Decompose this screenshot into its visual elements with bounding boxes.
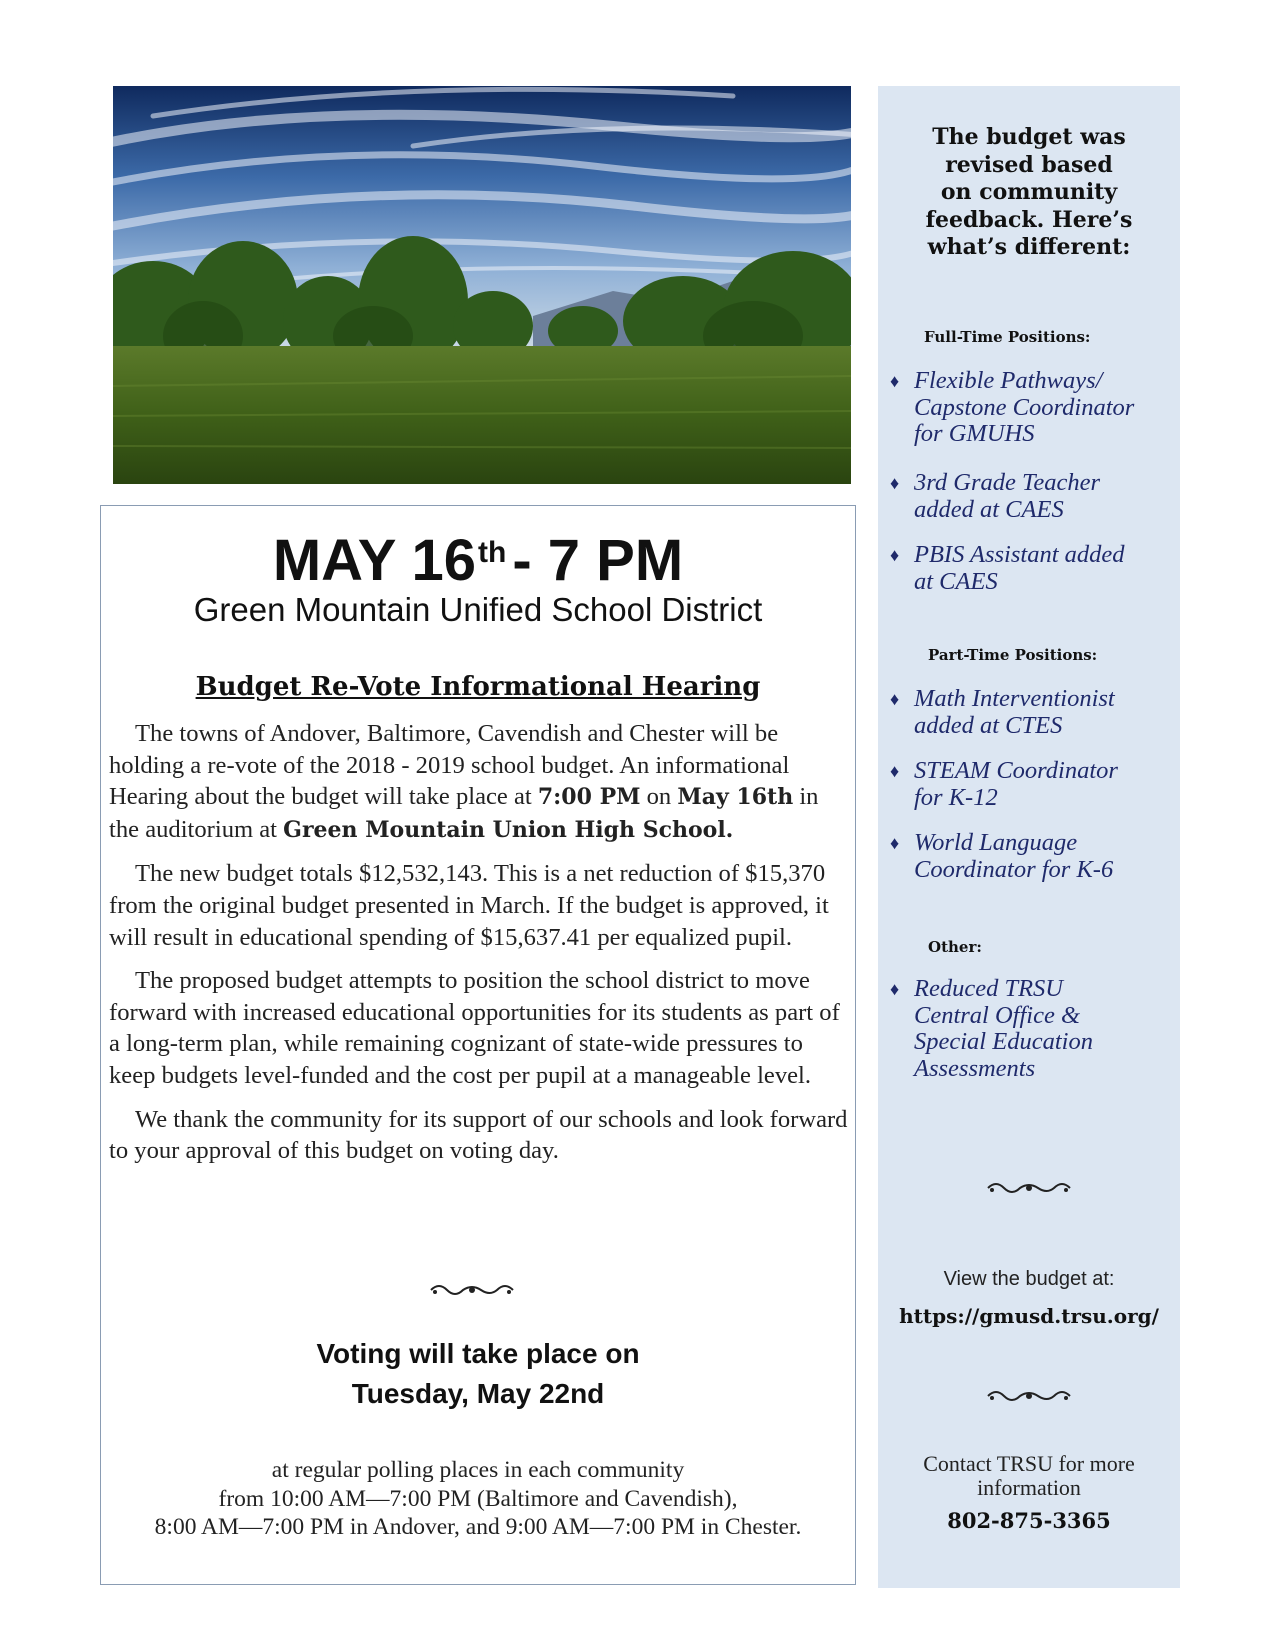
list-item-line: for GMUHS <box>914 420 1035 447</box>
list-item-line: PBIS Assistant added <box>914 541 1125 568</box>
body-text <box>109 718 851 1179</box>
para1-text-b: on <box>640 783 678 811</box>
list-item <box>890 758 1180 811</box>
ornament-divider <box>986 1180 1072 1196</box>
ornament-divider <box>429 1282 515 1298</box>
list-item-text <box>914 368 1180 448</box>
list-item-line: added at CAES <box>914 495 1064 523</box>
polling-line-3: 8:00 AM—7:00 PM in Andover, and 9:00 AM—7:00 PM in Chester. <box>154 1514 802 1540</box>
para1-text-a: The towns of Andover, Baltimore, Cavendish and Chester will be holding a re-vote of the 2018 - 2019 school budget. An informational Hearing about the budget will take place at <box>109 720 790 811</box>
list-item-line: STEAM Coordinator <box>914 757 1118 784</box>
changes-sidebar <box>878 86 1180 1588</box>
diamond-bullet-icon: ♦ <box>890 689 900 709</box>
sidebar-heading-line: what’s different: <box>927 234 1131 260</box>
other-label: Other: <box>928 938 982 956</box>
list-item-text <box>914 470 1180 523</box>
diamond-bullet-icon: ♦ <box>890 979 900 999</box>
hearing-place: Green Mountain Union High School. <box>283 816 734 843</box>
list-item-line: Special Education <box>914 1028 1093 1055</box>
contact-line-1: Contact TRSU for more <box>923 1451 1135 1476</box>
sidebar-heading-line: The budget was <box>932 124 1126 150</box>
sidebar-heading-line: feedback. Here’s <box>925 206 1133 233</box>
diamond-bullet-icon: ♦ <box>890 473 900 493</box>
para1-text-c: in the auditorium at <box>109 783 819 843</box>
diamond-bullet-icon: ♦ <box>890 833 900 853</box>
diamond-bullet-icon: ♦ <box>890 371 900 391</box>
sidebar-heading-line: on community <box>940 179 1118 205</box>
list-item <box>890 976 1180 1082</box>
list-item-line: Coordinator for K-6 <box>914 855 1114 883</box>
voting-date-block <box>101 1334 855 1414</box>
landscape-photo <box>113 86 851 484</box>
list-item-text <box>914 758 1180 811</box>
list-item <box>890 470 1180 523</box>
list-item-line: Flexible Pathways/ <box>914 367 1103 394</box>
budget-url-link[interactable]: https://gmusd.trsu.org/ <box>899 1304 1159 1328</box>
list-item <box>890 368 1180 448</box>
list-item-line: for K-12 <box>914 783 998 811</box>
list-item-text <box>914 976 1180 1082</box>
list-item <box>890 830 1180 883</box>
contact-line-2: information <box>977 1475 1081 1500</box>
list-item <box>890 542 1180 595</box>
date-suffix: th <box>478 536 507 569</box>
voting-line-1: Voting will take place on <box>316 1338 640 1369</box>
list-item-text <box>914 542 1180 595</box>
diamond-bullet-icon: ♦ <box>890 761 900 781</box>
event-date-heading <box>101 518 855 596</box>
list-item-line: Reduced TRSU <box>914 975 1063 1002</box>
date-rest: - 7 PM <box>512 528 684 593</box>
paragraph-thanks: We thank the community for its support of our schools and look forward to your approval of this budget on voting day. <box>109 1105 848 1165</box>
list-item-line: World Language <box>914 829 1078 856</box>
part-time-label: Part-Time Positions: <box>928 646 1098 664</box>
main-info-box <box>100 505 856 1585</box>
list-item-line: added at CTES <box>914 711 1063 739</box>
view-budget-label: View the budget at: <box>943 1268 1115 1290</box>
list-item-line: at CAES <box>914 567 998 595</box>
phone-number: 802-875-3365 <box>947 1508 1111 1533</box>
list-item <box>890 686 1180 739</box>
ornament-divider <box>986 1388 1072 1404</box>
polling-line-1: at regular polling places in each community <box>271 1457 685 1483</box>
paragraph-budget-totals: The new budget totals $12,532,143. This is a net reduction of $15,370 from the original budget presented in March. If the budget is approved, it will result in educational spending of $15,637.41 per equalized pupil. <box>109 860 829 951</box>
contact-info <box>878 1452 1180 1500</box>
hearing-date: May 16th <box>677 784 794 811</box>
sidebar-heading <box>878 124 1180 262</box>
list-item-text <box>914 686 1180 739</box>
full-time-label: Full-Time Positions: <box>924 328 1091 346</box>
polling-hours-block <box>101 1456 855 1542</box>
list-item-text <box>914 830 1180 883</box>
list-item-line: 3rd Grade Teacher <box>914 469 1101 496</box>
sidebar-heading-line: revised based <box>945 151 1113 178</box>
voting-line-2: Tuesday, May 22nd <box>351 1378 605 1409</box>
diamond-bullet-icon: ♦ <box>890 545 900 565</box>
paragraph-hearing-details <box>109 718 851 846</box>
district-name: Green Mountain Unified School District <box>193 591 763 628</box>
list-item-line: Capstone Coordinator <box>914 393 1135 421</box>
list-item-line: Assessments <box>914 1054 1036 1082</box>
paragraph-budget-goals: The proposed budget attempts to position the school district to move forward with increased educational opportunities for its students as part of a long-term plan, while remaining cognizant of state-wide pressures to keep budgets level-funded and the cost per pupil at a manageable level. <box>109 967 840 1089</box>
list-item-line: Central Office & <box>914 1001 1081 1029</box>
date-prefix: MAY 16 <box>272 528 476 593</box>
hearing-time: 7:00 PM <box>537 784 641 811</box>
hearing-title: Budget Re-Vote Informational Hearing <box>195 672 761 702</box>
list-item-line: Math Interventionist <box>914 685 1115 712</box>
polling-line-2: from 10:00 AM—7:00 PM (Baltimore and Cavendish), <box>218 1485 738 1512</box>
